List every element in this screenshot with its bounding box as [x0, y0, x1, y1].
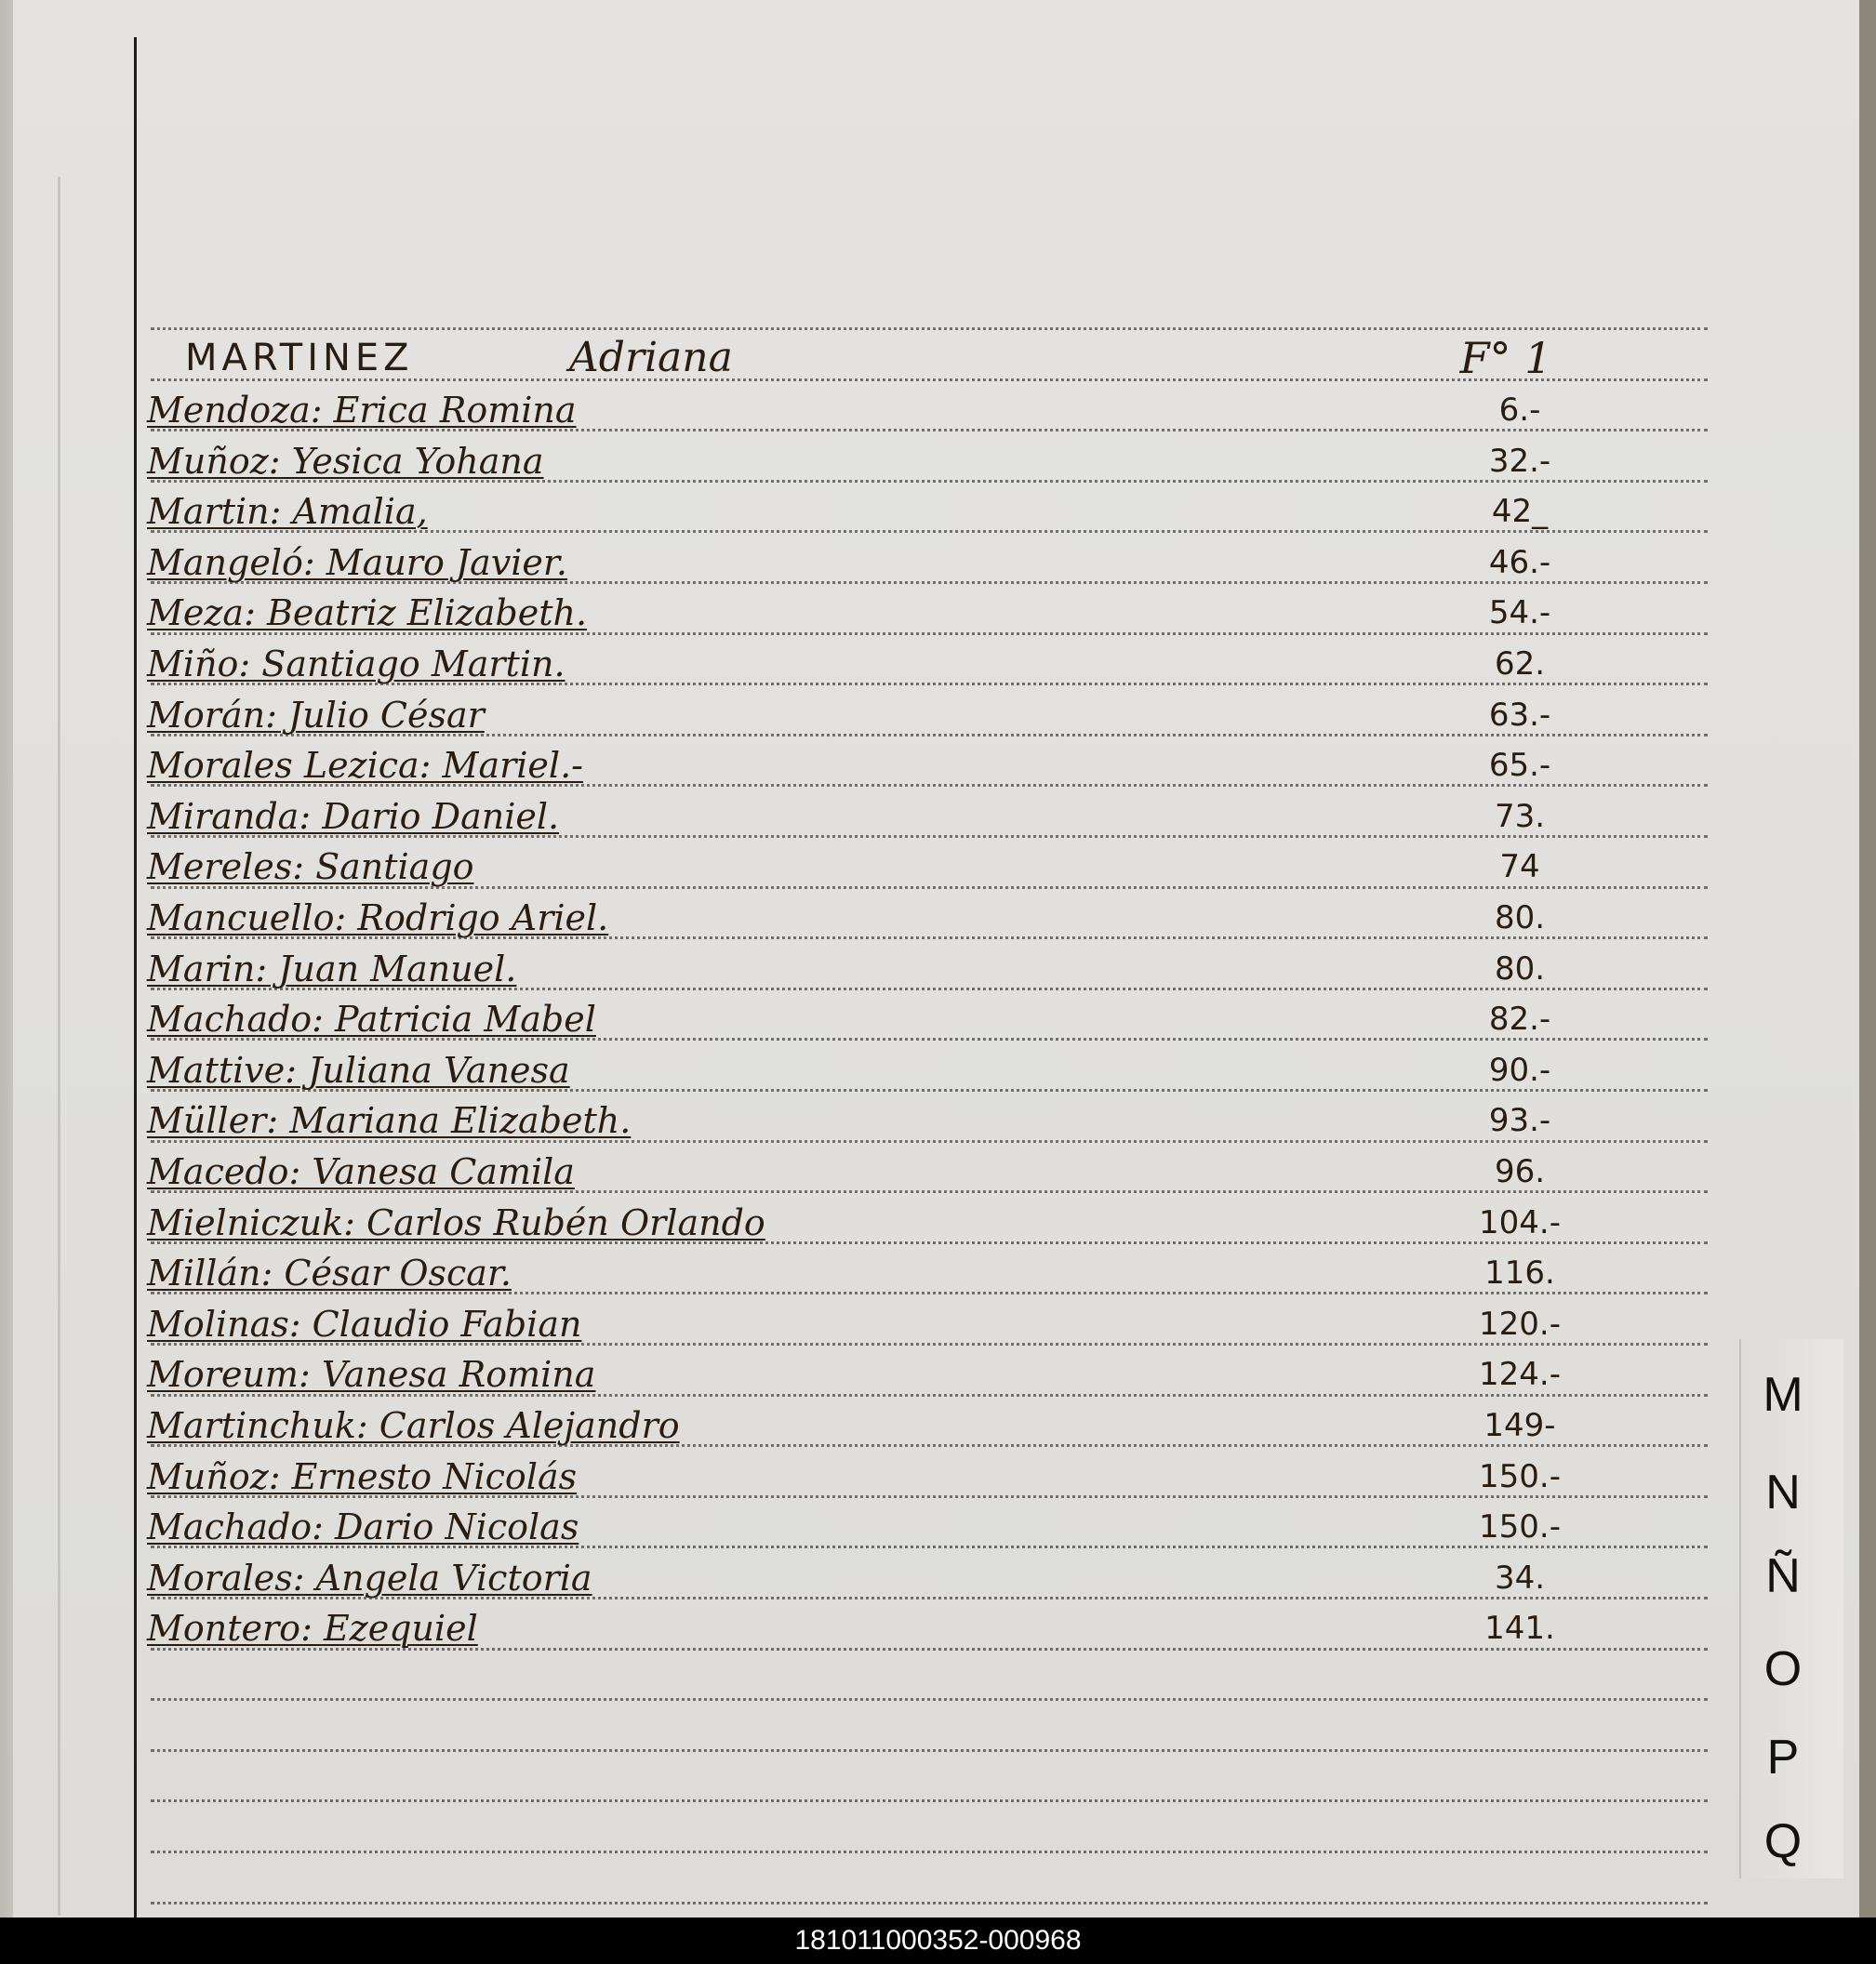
list-item [143, 996, 1724, 1042]
entry-folio: 62. [1494, 645, 1546, 683]
list-item [143, 1555, 1724, 1601]
list-item [143, 742, 1724, 789]
entry-name: Machado: Dario Nicolas [147, 1506, 579, 1547]
list-item [143, 1605, 1724, 1652]
entry-folio: 42_ [1491, 493, 1549, 530]
list-item [143, 590, 1724, 636]
list-item [143, 1453, 1724, 1500]
ledger-page [13, 0, 1859, 1918]
header-folio: F° 1 [1459, 333, 1552, 383]
index-tab-letter[interactable]: M [1763, 1368, 1803, 1422]
list-item [143, 438, 1724, 484]
entry-folio: 80. [1494, 899, 1546, 936]
list-item [143, 1200, 1724, 1246]
entry-folio: 96. [1494, 1153, 1546, 1190]
list-item [143, 539, 1724, 586]
list-item [143, 793, 1724, 840]
list-item [143, 895, 1724, 941]
entry-folio: 65.- [1488, 747, 1551, 784]
entry-folio: 46.- [1488, 544, 1551, 581]
index-tab-letter[interactable]: Ñ [1765, 1549, 1801, 1603]
list-item [143, 1097, 1724, 1144]
entry-folio: 34. [1494, 1559, 1546, 1597]
list-item [143, 1351, 1724, 1398]
entry-name: Miranda: Dario Daniel. [147, 796, 560, 837]
entry-list [13, 0, 1859, 1918]
entry-name: Macedo: Vanesa Camila [147, 1151, 575, 1192]
list-item [143, 1047, 1724, 1094]
list-item [143, 1148, 1724, 1195]
entry-name: Molinas: Claudio Fabian [147, 1304, 582, 1345]
list-item [143, 843, 1724, 890]
header-entry [143, 335, 1724, 381]
header-given-name: Adriana [569, 334, 733, 381]
entry-name: Miño: Santiago Martin. [147, 644, 565, 684]
entry-folio: 6.- [1498, 391, 1541, 429]
entry-name: Mattive: Juliana Vanesa [147, 1050, 570, 1091]
list-item [143, 692, 1724, 738]
entry-name: Muñoz: Ernesto Nicolás [147, 1456, 578, 1497]
entry-folio: 54.- [1488, 594, 1551, 631]
entry-name: Mereles: Santiago [147, 846, 474, 887]
entry-name: Muñoz: Yesica Yohana [147, 441, 544, 482]
entry-name: Marin: Juan Manuel. [147, 949, 517, 989]
thumb-index-tabs [1739, 1339, 1843, 1878]
entry-name: Montero: Ezequiel [147, 1608, 478, 1649]
entry-name: Morales Lezica: Mariel.- [147, 745, 583, 786]
entry-folio: 73. [1494, 798, 1546, 835]
index-tab-letter[interactable]: N [1765, 1466, 1801, 1519]
entry-folio: 80. [1494, 950, 1546, 988]
entry-folio: 63.- [1488, 697, 1551, 734]
entry-name: Mangeló: Mauro Javier. [147, 542, 567, 583]
entry-name: Müller: Mariana Elizabeth. [147, 1100, 632, 1141]
entry-folio: 124.- [1479, 1356, 1561, 1393]
entry-name: Martin: Amalia, [147, 491, 428, 532]
list-item [143, 1301, 1724, 1347]
entry-folio: 93.- [1488, 1102, 1551, 1139]
entry-folio: 120.- [1479, 1306, 1561, 1343]
entry-folio: 32.- [1488, 443, 1551, 480]
footer-bar [0, 1918, 1876, 1964]
entry-folio: 90.- [1488, 1052, 1551, 1089]
entry-name: Mancuello: Rodrigo Ariel. [147, 897, 609, 938]
footer-id: 181011000352-000968 [794, 1925, 1082, 1956]
index-tab-letter[interactable]: Q [1763, 1814, 1803, 1868]
entry-name: Martinchuk: Carlos Alejandro [147, 1405, 680, 1446]
entry-folio: 149- [1484, 1407, 1556, 1444]
entry-name: Mielniczuk: Carlos Rubén Orlando [147, 1202, 765, 1243]
index-tab-letter[interactable]: O [1763, 1642, 1803, 1696]
entry-name: Morales: Angela Victoria [147, 1558, 592, 1599]
list-item [143, 1504, 1724, 1550]
entry-folio: 74 [1499, 848, 1540, 885]
list-item [143, 946, 1724, 992]
entry-folio: 150.- [1479, 1458, 1561, 1495]
list-item [143, 641, 1724, 687]
entry-folio: 141. [1484, 1610, 1555, 1647]
entry-name: Morán: Julio César [147, 695, 485, 736]
entry-name: Mendoza: Erica Romina [147, 390, 577, 431]
list-item [143, 387, 1724, 433]
entry-folio: 116. [1484, 1254, 1555, 1292]
header-surname: MARTINEZ [185, 337, 414, 379]
entry-folio: 150.- [1479, 1508, 1561, 1546]
entry-folio: 82.- [1488, 1001, 1551, 1038]
entry-name: Machado: Patricia Mabel [147, 999, 596, 1040]
entry-folio: 104.- [1479, 1204, 1561, 1241]
index-tab-letter[interactable]: P [1766, 1731, 1800, 1785]
entry-name: Meza: Beatriz Elizabeth. [147, 592, 588, 633]
list-item [143, 488, 1724, 535]
entry-name: Moreum: Vanesa Romina [147, 1354, 596, 1395]
entry-name: Millán: César Oscar. [147, 1253, 512, 1294]
list-item [143, 1402, 1724, 1449]
list-item [143, 1250, 1724, 1296]
